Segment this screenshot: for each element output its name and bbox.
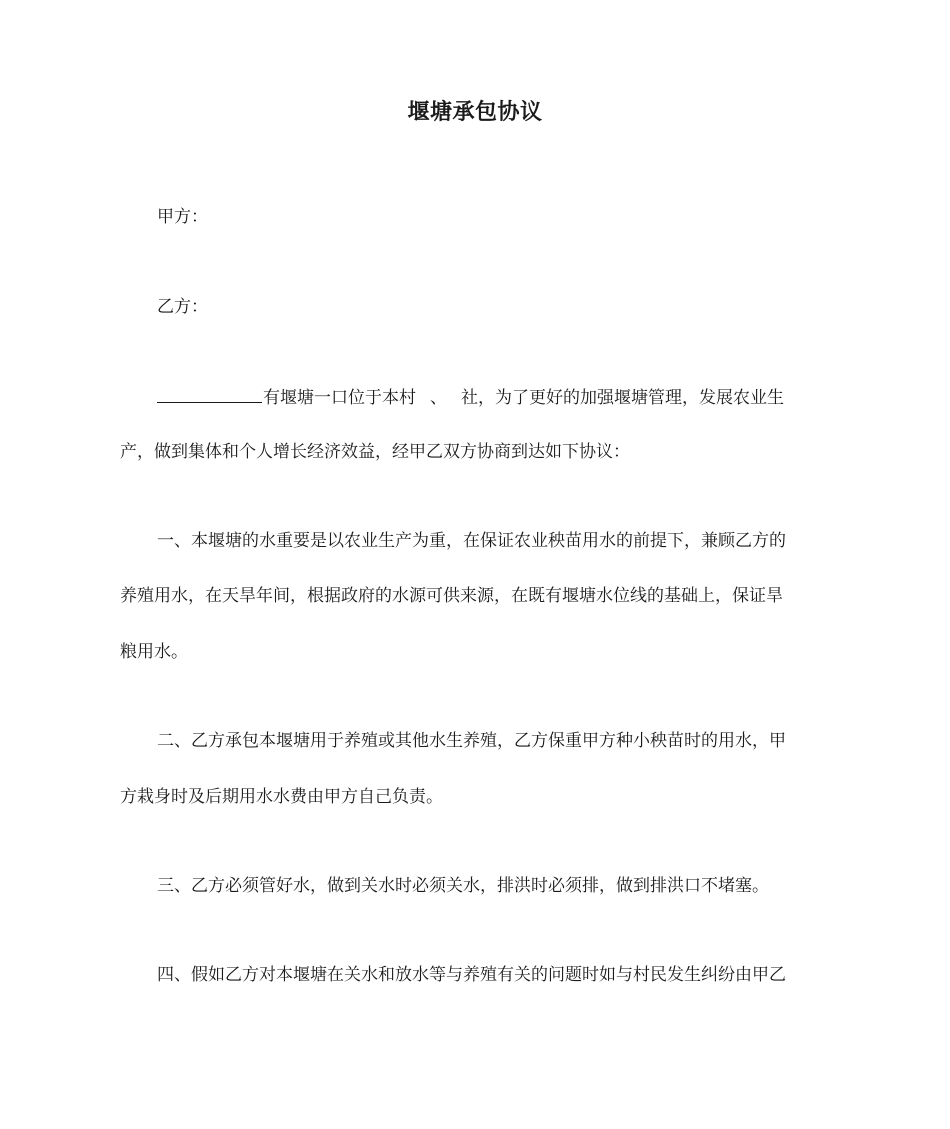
clause-3-line-1: 三、乙方必须管好水，做到关水时必须关水，排洪时必须排，做到排洪口不堵塞。 <box>157 876 769 896</box>
intro-text-part2: 、 <box>430 388 447 408</box>
intro-text-part1: 有堰塘一口位于本村 <box>263 388 416 408</box>
intro-line-1 <box>157 384 830 410</box>
party-b-line: 乙方： <box>157 297 208 317</box>
clause-1-line-3: 粮用水。 <box>120 642 188 662</box>
clause-1-line-2: 养殖用水，在天旱年间，根据政府的水源可供来源，在既有堰塘水位线的基础上，保证旱 <box>120 586 783 606</box>
party-a-line: 甲方： <box>157 207 208 227</box>
clause-2-line-2: 方栽身时及后期用水水费由甲方自己负责。 <box>120 787 443 807</box>
intro-line-2: 产，做到集体和个人增长经济效益，经甲乙双方协商到达如下协议： <box>120 442 630 462</box>
clause-4-line-1: 四、假如乙方对本堰塘在关水和放水等与养殖有关的问题时如与村民发生纠纷由甲乙 <box>157 965 786 985</box>
location-blank <box>157 384 262 403</box>
intro-text-part3: 社，为了更好的加强堰塘管理，发展农业生 <box>461 388 784 408</box>
document-title: 堰塘承包协议 <box>407 100 543 125</box>
clause-2-line-1: 二、乙方承包本堰塘用于养殖或其他水生养殖，乙方保重甲方种小秧苗时的用水，甲 <box>157 731 786 751</box>
clause-1-line-1: 一、本堰塘的水重要是以农业生产为重，在保证农业秧苗用水的前提下，兼顾乙方的 <box>157 531 786 551</box>
